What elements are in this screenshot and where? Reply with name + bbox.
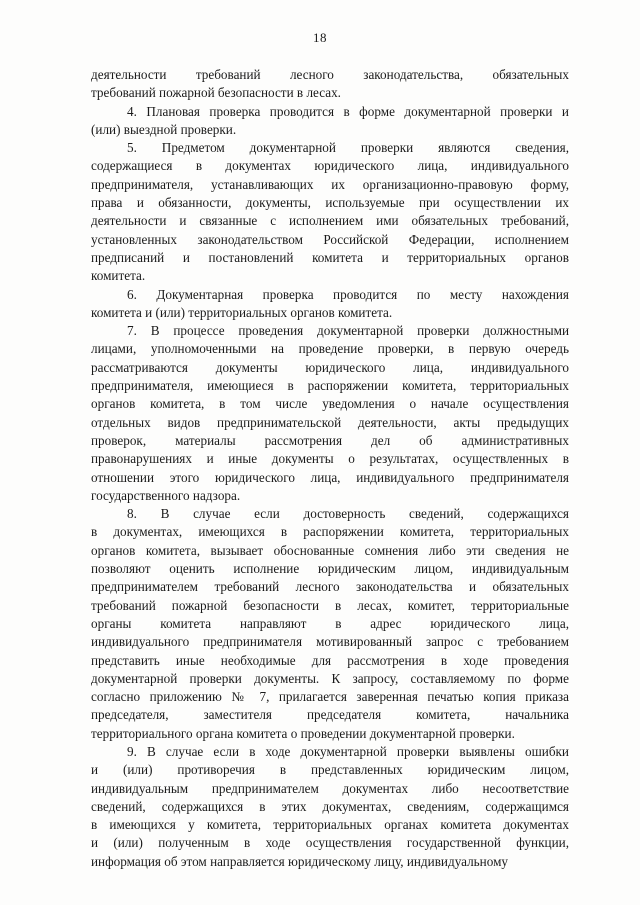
paragraph xyxy=(91,103,569,140)
paragraph xyxy=(91,743,569,871)
text-line: комитета и (или) территориальных органов комитета. xyxy=(91,304,393,320)
text-line: рассматриваются документы юридического лица, индивидуального xyxy=(91,359,569,375)
text-line: комитета. xyxy=(91,268,146,284)
text-line: сведений, содержащихся в этих документах, сведениям, содержащимся xyxy=(91,798,569,814)
text-line: требований пожарной безопасности в лесах. xyxy=(91,85,341,101)
text-line: информация об этом направляется юридическому лицу, индивидуальному xyxy=(91,853,509,869)
page-number: 18 xyxy=(313,30,327,45)
text-line: индивидуальным предпринимателем документах либо несоответствие xyxy=(91,780,569,796)
paragraph xyxy=(91,505,569,743)
text-line: государственного надзора. xyxy=(91,487,241,503)
text-line: в документах, имеющихся в распоряжении комитета, территориальных xyxy=(91,524,569,540)
paragraph xyxy=(91,286,569,323)
text-line: 4. Плановая проверка проводится в форме документарной проверки и xyxy=(127,103,569,119)
text-line: и (или) полученным в ходе осуществления государственной функции, xyxy=(91,835,569,851)
text-line: 6. Документарная проверка проводится по месту нахождения xyxy=(127,286,569,302)
text-line: позволяют оценить исполнение юридическим лицом, индивидуальным xyxy=(91,561,569,577)
text-line: 5. Предметом документарной проверки являются сведения, xyxy=(127,140,569,156)
text-line: права и обязанности, документы, используемые при осуществлении их xyxy=(91,195,569,211)
text-line: председателя, заместителя председателя комитета, начальника xyxy=(91,707,569,723)
text-line: в имеющихся у комитета, территориальных органах комитета документах xyxy=(91,817,569,833)
text-line: документарной проверки документы. К запросу, составляемому по форме xyxy=(91,670,569,686)
text-line: согласно приложению № 7, прилагается заверенная печатью копия приказа xyxy=(91,689,569,705)
paragraph xyxy=(91,139,569,285)
text-line: проверок, материалы рассмотрения дел об административных xyxy=(91,432,569,448)
text-line: установленных законодательством Российской Федерации, исполнением xyxy=(91,231,569,247)
text-line: 9. В случае если в ходе документарной проверки выявлены ошибки xyxy=(127,743,569,759)
text-line: требований пожарной безопасности в лесах, комитет, территориальные xyxy=(91,597,569,613)
text-line: правонарушениях и иные документы о результатах, осуществленных в xyxy=(91,451,569,467)
text-line: (или) выездной проверки. xyxy=(91,121,237,137)
text-line: 7. В процессе проведения документарной проверки должностными xyxy=(127,323,569,339)
text-line: лицами, уполномоченными на проведение проверки, в первую очередь xyxy=(91,341,569,357)
document-body xyxy=(91,66,569,871)
text-line: 8. В случае если достоверность сведений, содержащихся xyxy=(127,506,569,522)
text-line: деятельности требований лесного законодательства, обязательных xyxy=(91,67,569,82)
text-line: представить иные необходимые для рассмотрения в ходе проведения xyxy=(91,652,569,668)
text-line: предписаний и постановлений комитета и территориальных органов xyxy=(91,249,569,265)
text-line: органы комитета направляют в адрес юридического лица, xyxy=(91,615,569,631)
text-line: предпринимателя, имеющиеся в распоряжении комитета, территориальных xyxy=(91,378,569,394)
text-line: органов комитета, в том числе уведомления о начале осуществления xyxy=(91,396,569,412)
paragraph xyxy=(91,66,569,103)
text-line: отдельных видов предпринимательской деятельности, акты предыдущих xyxy=(91,414,569,430)
text-line: деятельности и связанные с исполнением ими обязательных требований, xyxy=(91,213,569,229)
paragraph xyxy=(91,322,569,505)
text-line: территориального органа комитета о проведении документарной проверки. xyxy=(91,725,515,741)
text-line: органов комитета, вызывает обоснованные сомнения либо эти сведения не xyxy=(91,542,569,558)
text-line: отношении этого юридического лица, индивидуального предпринимателя xyxy=(91,469,569,485)
text-line: индивидуального предпринимателя мотивированный запрос с требованием xyxy=(91,634,569,650)
text-line: предпринимателем требований лесного законодательства и обязательных xyxy=(91,579,569,595)
text-line: предпринимателя, устанавливающих их организационно-правовую форму, xyxy=(91,176,569,192)
text-line: содержащиеся в документах юридического лица, индивидуального xyxy=(91,158,569,174)
text-line: и (или) противоречия в представленных юридическим лицом, xyxy=(91,762,569,778)
